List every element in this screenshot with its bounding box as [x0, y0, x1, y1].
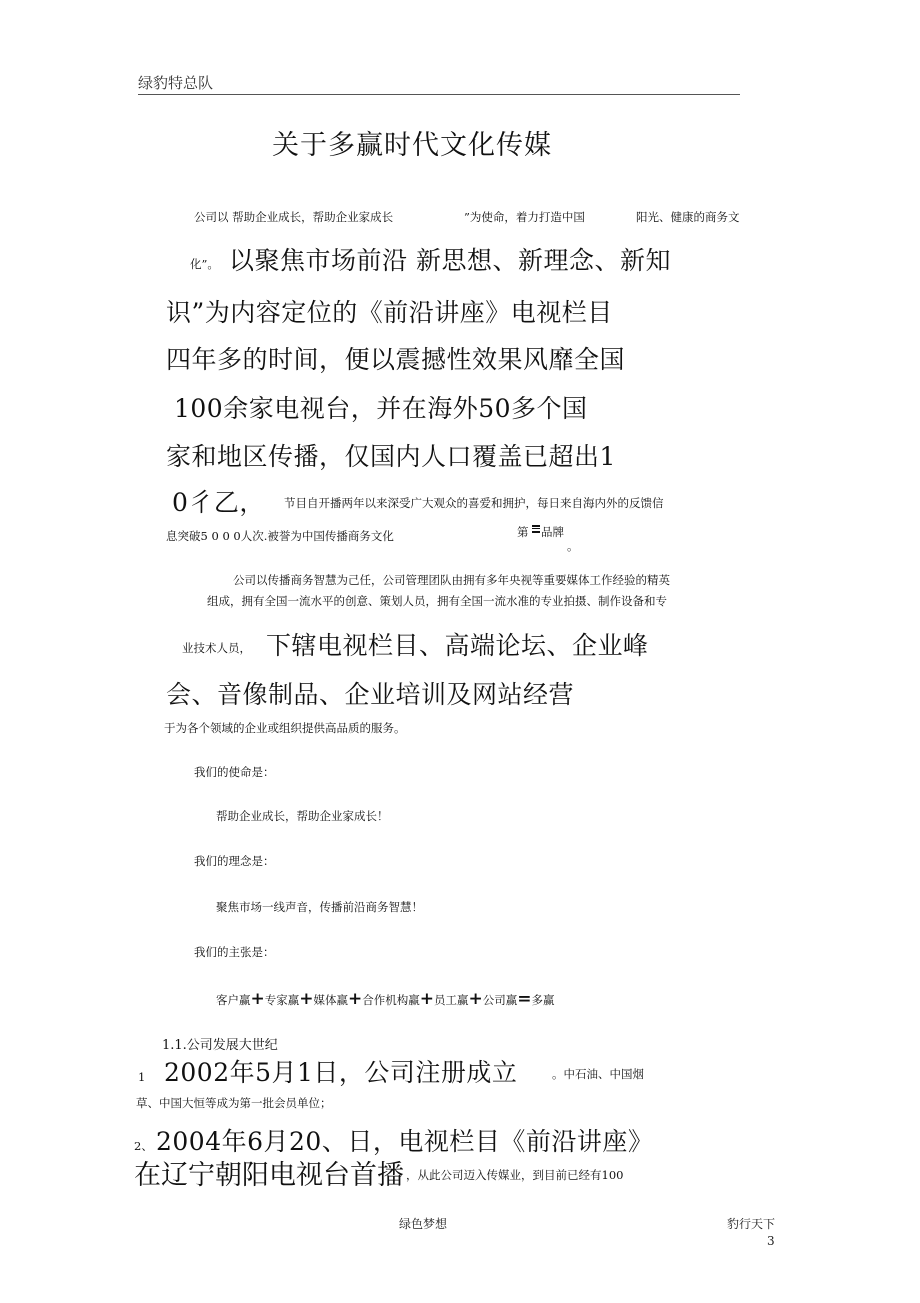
- history-heading: 1.1.公司发展大世纪: [162, 1038, 278, 1053]
- history-item2-tail: ，从此公司迈入传媒业，到目前已经有100: [406, 1168, 624, 1182]
- advocacy-formula: [216, 989, 555, 1009]
- philosophy-label: 我们的理念是：: [194, 854, 275, 868]
- para1-line8-c: 品牌: [541, 525, 564, 539]
- header-divider: [138, 94, 740, 95]
- plus-sign: +: [419, 989, 434, 1009]
- para1-line4: 四年多的时间，便以震撼性效果风靡全国: [166, 345, 626, 374]
- running-header: 绿豹特总队: [138, 74, 214, 92]
- para1-line1-b: ”为使命，着力打造中国: [464, 210, 585, 224]
- advocacy-term-staff: 员工赢: [434, 993, 469, 1007]
- para1-line7-a: 0彳乙，: [172, 488, 265, 517]
- para2-line3-a: 业技术人员，: [182, 641, 251, 655]
- equals-sign: =: [517, 989, 532, 1009]
- advocacy-term-expert: 专家赢: [264, 993, 300, 1007]
- mission-label: 我们的使命是：: [194, 765, 275, 779]
- para1-line2-b: 以聚焦市场前沿 新思想、新理念、新知: [229, 246, 671, 275]
- advocacy-term-result: 多赢: [531, 993, 555, 1007]
- advocacy-term-partner: 合作机构赢: [362, 993, 420, 1007]
- footer-right-text: 豹行天下: [727, 1217, 776, 1231]
- page-title: 关于多赢时代文化传媒: [272, 130, 552, 161]
- para1-line7-b: 节目自开播两年以来深受广大观众的喜爱和拥护，每日来自海内外的反馈信: [284, 496, 664, 510]
- history-item1-headline: 2002年5月1日，公司注册成立: [164, 1058, 518, 1087]
- advocacy-term-media: 媒体赢: [313, 993, 348, 1007]
- para2-line5: 于为各个领域的企业或组织提供高品质的服务。: [164, 721, 406, 735]
- para1-line1-a: 公司以 帮助企业成长，帮助企业家成长: [194, 210, 394, 224]
- advocacy-term-customer: 客户赢: [216, 993, 251, 1007]
- para1-line1-c: 阳光、健康的商务文: [636, 210, 740, 224]
- para2-line2: 组成，拥有全国一流水平的创意、策划人员，拥有全国一流水准的专业拍摄、制作设备和专: [207, 594, 667, 608]
- advocacy-label: 我们的主张是：: [194, 945, 275, 959]
- history-item1-tail: 。中石油、中国烟: [552, 1067, 644, 1081]
- para1-line8-d: 。: [567, 539, 579, 553]
- advocacy-term-company: 公司赢: [482, 993, 518, 1007]
- para1-line6: 家和地区传播，仅国内人口覆盖已超出1: [166, 442, 616, 471]
- history-item2-number: 2、: [134, 1139, 153, 1153]
- para1-line5: 100余家电视台，并在海外50多个国: [174, 394, 588, 423]
- para1-line8-a: 息突破5 0 0 0人次.被誉为中国传播商务文化: [166, 529, 394, 543]
- para1-line2-a: 化”。: [190, 257, 219, 271]
- mission-text: 帮助企业成长，帮助企业家成长！: [216, 809, 389, 823]
- philosophy-text: 聚焦市场一线声音，传播前沿商务智慧！: [216, 900, 423, 914]
- para2-line3-b: 下辖电视栏目、高端论坛、企业峰: [266, 631, 649, 660]
- plus-sign: +: [468, 989, 483, 1009]
- history-item1-number: 1: [138, 1070, 146, 1084]
- history-item2-headline-cont: 在辽宁朝阳电视台首播: [134, 1160, 404, 1191]
- footer-center-text: 绿色梦想: [399, 1217, 448, 1231]
- history-item1-continuation: 草、中国大恒等成为第一批会员单位；: [136, 1096, 332, 1110]
- page-number: 3: [767, 1234, 775, 1248]
- history-item2-headline: 2004年6月20、日，电视栏目《前沿讲座》: [156, 1127, 654, 1156]
- para1-line8-b: 第: [517, 525, 529, 539]
- plus-sign: +: [250, 989, 265, 1009]
- para1-line3: 识”为内容定位的《前沿讲座》电视栏目: [166, 298, 613, 327]
- plus-sign: +: [299, 989, 314, 1009]
- para2-line4: 会、音像制品、企业培训及网站经营: [166, 680, 575, 709]
- plus-sign: +: [348, 989, 363, 1009]
- para2-line1: 公司以传播商务智慧为己任，公司管理团队由拥有多年央视等重要媒体工作经验的精英: [233, 573, 670, 587]
- garbled-glyph-icon: [531, 519, 541, 529]
